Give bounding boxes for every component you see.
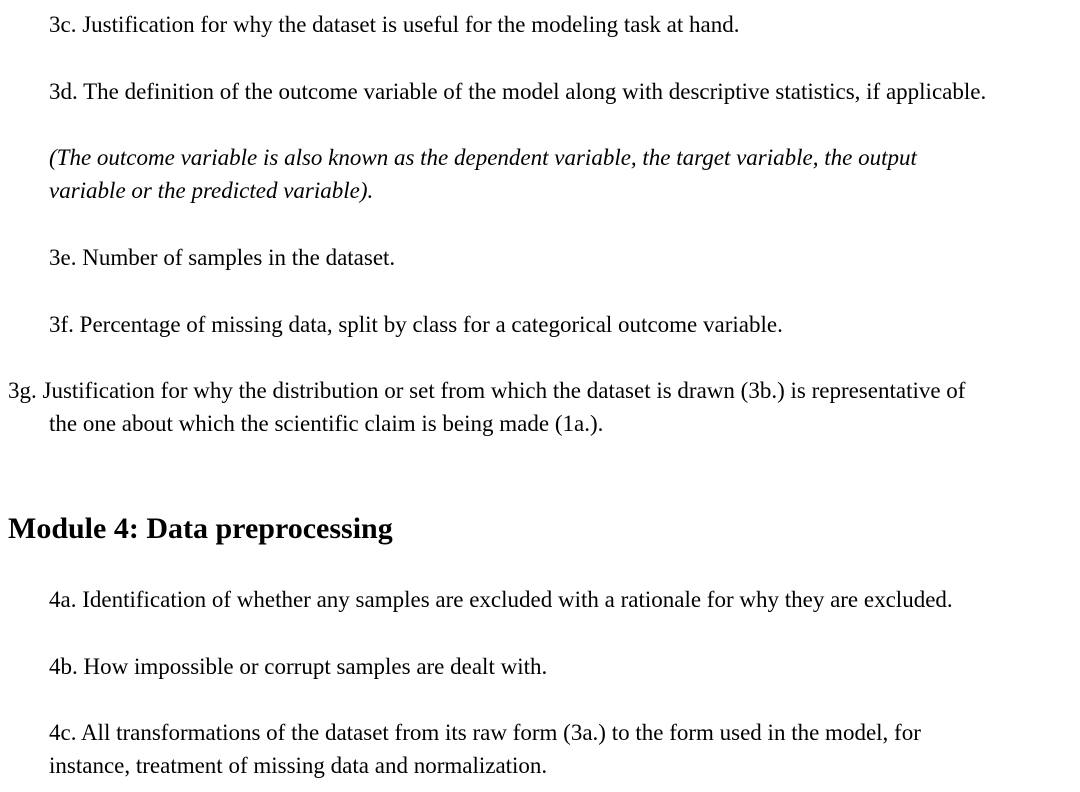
item-4c-line-2: instance, treatment of missing data and normalization. — [49, 753, 548, 778]
item-3d-note-line-2: variable or the predicted variable). — [49, 178, 374, 203]
item-3g-line-1: 3g. Justification for why the distribution or set from which the dataset is drawn (3b.) is representative of — [8, 378, 966, 403]
item-3e: 3e. Number of samples in the dataset. — [49, 245, 396, 270]
item-3g-line-2: the one about which the scientific claim is being made (1a.). — [49, 411, 604, 436]
item-3c: 3c. Justification for why the dataset is useful for the modeling task at hand. — [49, 12, 740, 37]
item-3f: 3f. Percentage of missing data, split by class for a categorical outcome variable. — [49, 312, 783, 337]
item-3d-note-line-1: (The outcome variable is also known as the dependent variable, the target variable, the output — [49, 145, 917, 170]
item-4c-line-1: 4c. All transformations of the dataset from its raw form (3a.) to the form used in the model, for — [49, 720, 921, 745]
item-4a: 4a. Identification of whether any samples are excluded with a rationale for why they are excluded. — [49, 587, 953, 612]
item-3d: 3d. The definition of the outcome variable of the model along with descriptive statistics, if applicable. — [49, 79, 987, 104]
item-4b: 4b. How impossible or corrupt samples are dealt with. — [49, 654, 548, 679]
module-4-heading: Module 4: Data preprocessing — [8, 512, 393, 545]
